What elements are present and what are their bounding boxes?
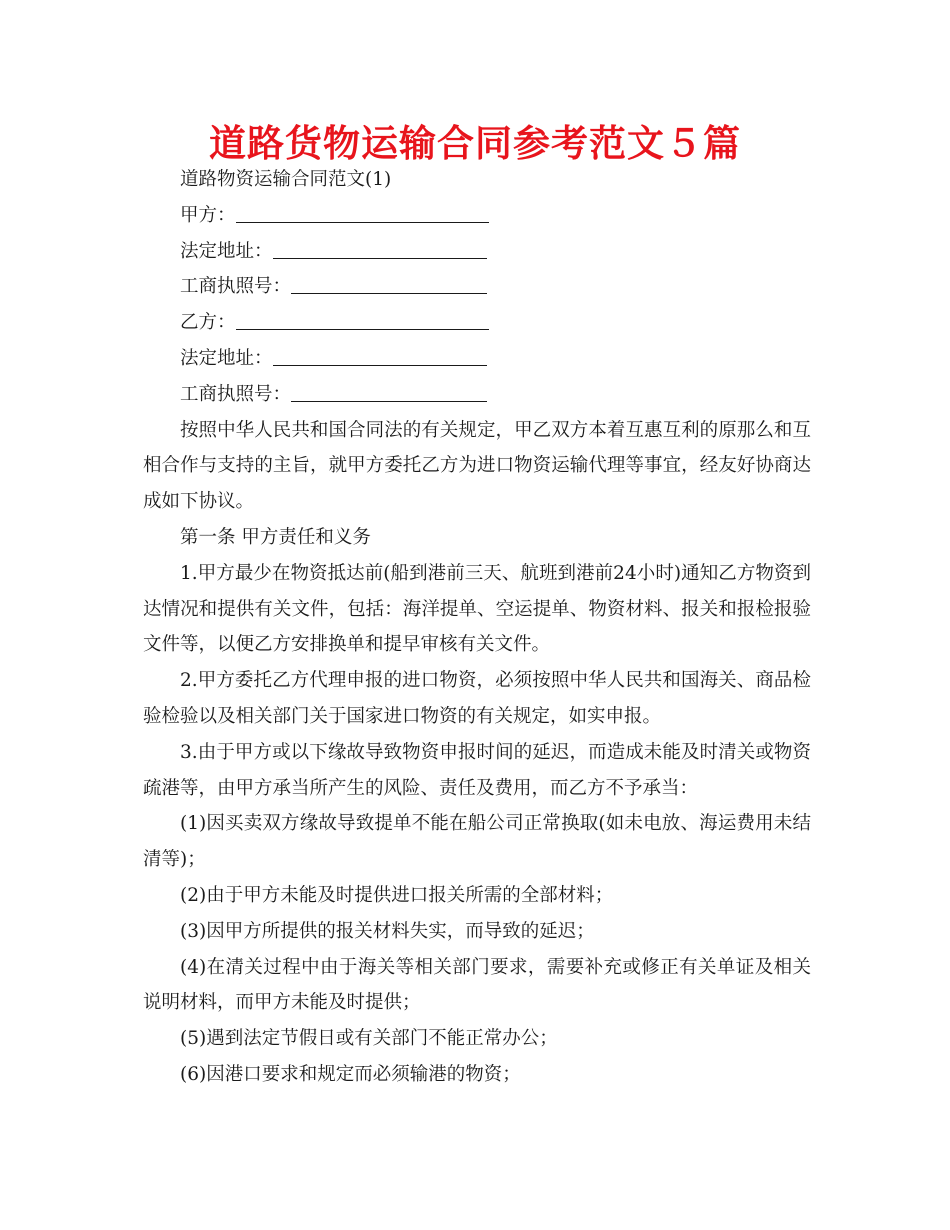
field-label: 工商执照号： xyxy=(180,383,292,405)
sub-clause-paragraph: (3)因甲方所提供的报关材料失实，而导致的延迟； xyxy=(180,920,595,942)
party-a-field xyxy=(143,198,811,234)
party-b-license-field xyxy=(143,377,811,413)
field-label: 法定地址： xyxy=(180,347,273,369)
party-a-license-field xyxy=(143,269,811,305)
blank-line xyxy=(291,381,487,402)
field-label: 乙方： xyxy=(180,312,236,334)
blank-line xyxy=(273,345,487,366)
clause-paragraph: 3.由于甲方或以下缘故导致物资申报时间的延迟，而造成未能及时清关或物资疏港等，由甲方承当所产生的风险、责任及费用，而乙方不予承当： xyxy=(143,741,811,799)
field-label: 工商执照号： xyxy=(180,276,292,298)
blank-line xyxy=(273,238,487,259)
party-b-field xyxy=(143,305,811,341)
sub-clause-paragraph: (1)因买卖双方缘故导致提单不能在船公司正常换取(如未电放、海运费用未结清等)； xyxy=(143,813,811,871)
blank-line xyxy=(236,202,489,223)
field-label: 甲方： xyxy=(180,204,236,226)
contract-subtitle: 道路物资运输合同范文(1) xyxy=(180,169,392,190)
sub-clause-paragraph: (5)遇到法定节假日或有关部门不能正常办公； xyxy=(180,1028,558,1050)
intro-paragraph: 按照中华人民共和国合同法的有关规定，甲乙双方本着互惠互利的原那么和互相合作与支持的主旨，就甲方委托乙方为进口物资运输代理等事宜，经友好协商达成如下协议。 xyxy=(143,419,811,513)
party-a-address-field xyxy=(143,234,811,270)
sub-clause-paragraph: (4)在清关过程中由于海关等相关部门要求，需要补充或修正有关单证及相关说明材料，而甲方未能及时提供； xyxy=(143,956,811,1014)
document-title: 道路货物运输合同参考范文５篇 xyxy=(209,122,741,165)
blank-line xyxy=(236,309,489,330)
document-body xyxy=(143,162,811,1093)
clause-paragraph: 1.甲方最少在物资抵达前(船到港前三天、航班到港前24小时)通知乙方物资到达情况和提供有关文件，包括：海洋提单、空运提单、物资材料、报关和报检报验文件等，以便乙方安排换单和提早审核有关文件。 xyxy=(143,562,811,656)
article-heading: 第一条 甲方责任和义务 xyxy=(180,526,371,548)
sub-clause-paragraph: (2)由于甲方未能及时提供进口报关所需的全部材料； xyxy=(180,884,614,906)
party-b-address-field xyxy=(143,341,811,377)
field-label: 法定地址： xyxy=(180,240,273,262)
blank-line xyxy=(291,273,487,294)
clause-paragraph: 2.甲方委托乙方代理申报的进口物资，必须按照中华人民共和国海关、商品检验检验以及相关部门关于国家进口物资的有关规定，如实申报。 xyxy=(143,670,811,727)
sub-clause-paragraph: (6)因港口要求和规定而必须输港的物资； xyxy=(180,1063,521,1085)
